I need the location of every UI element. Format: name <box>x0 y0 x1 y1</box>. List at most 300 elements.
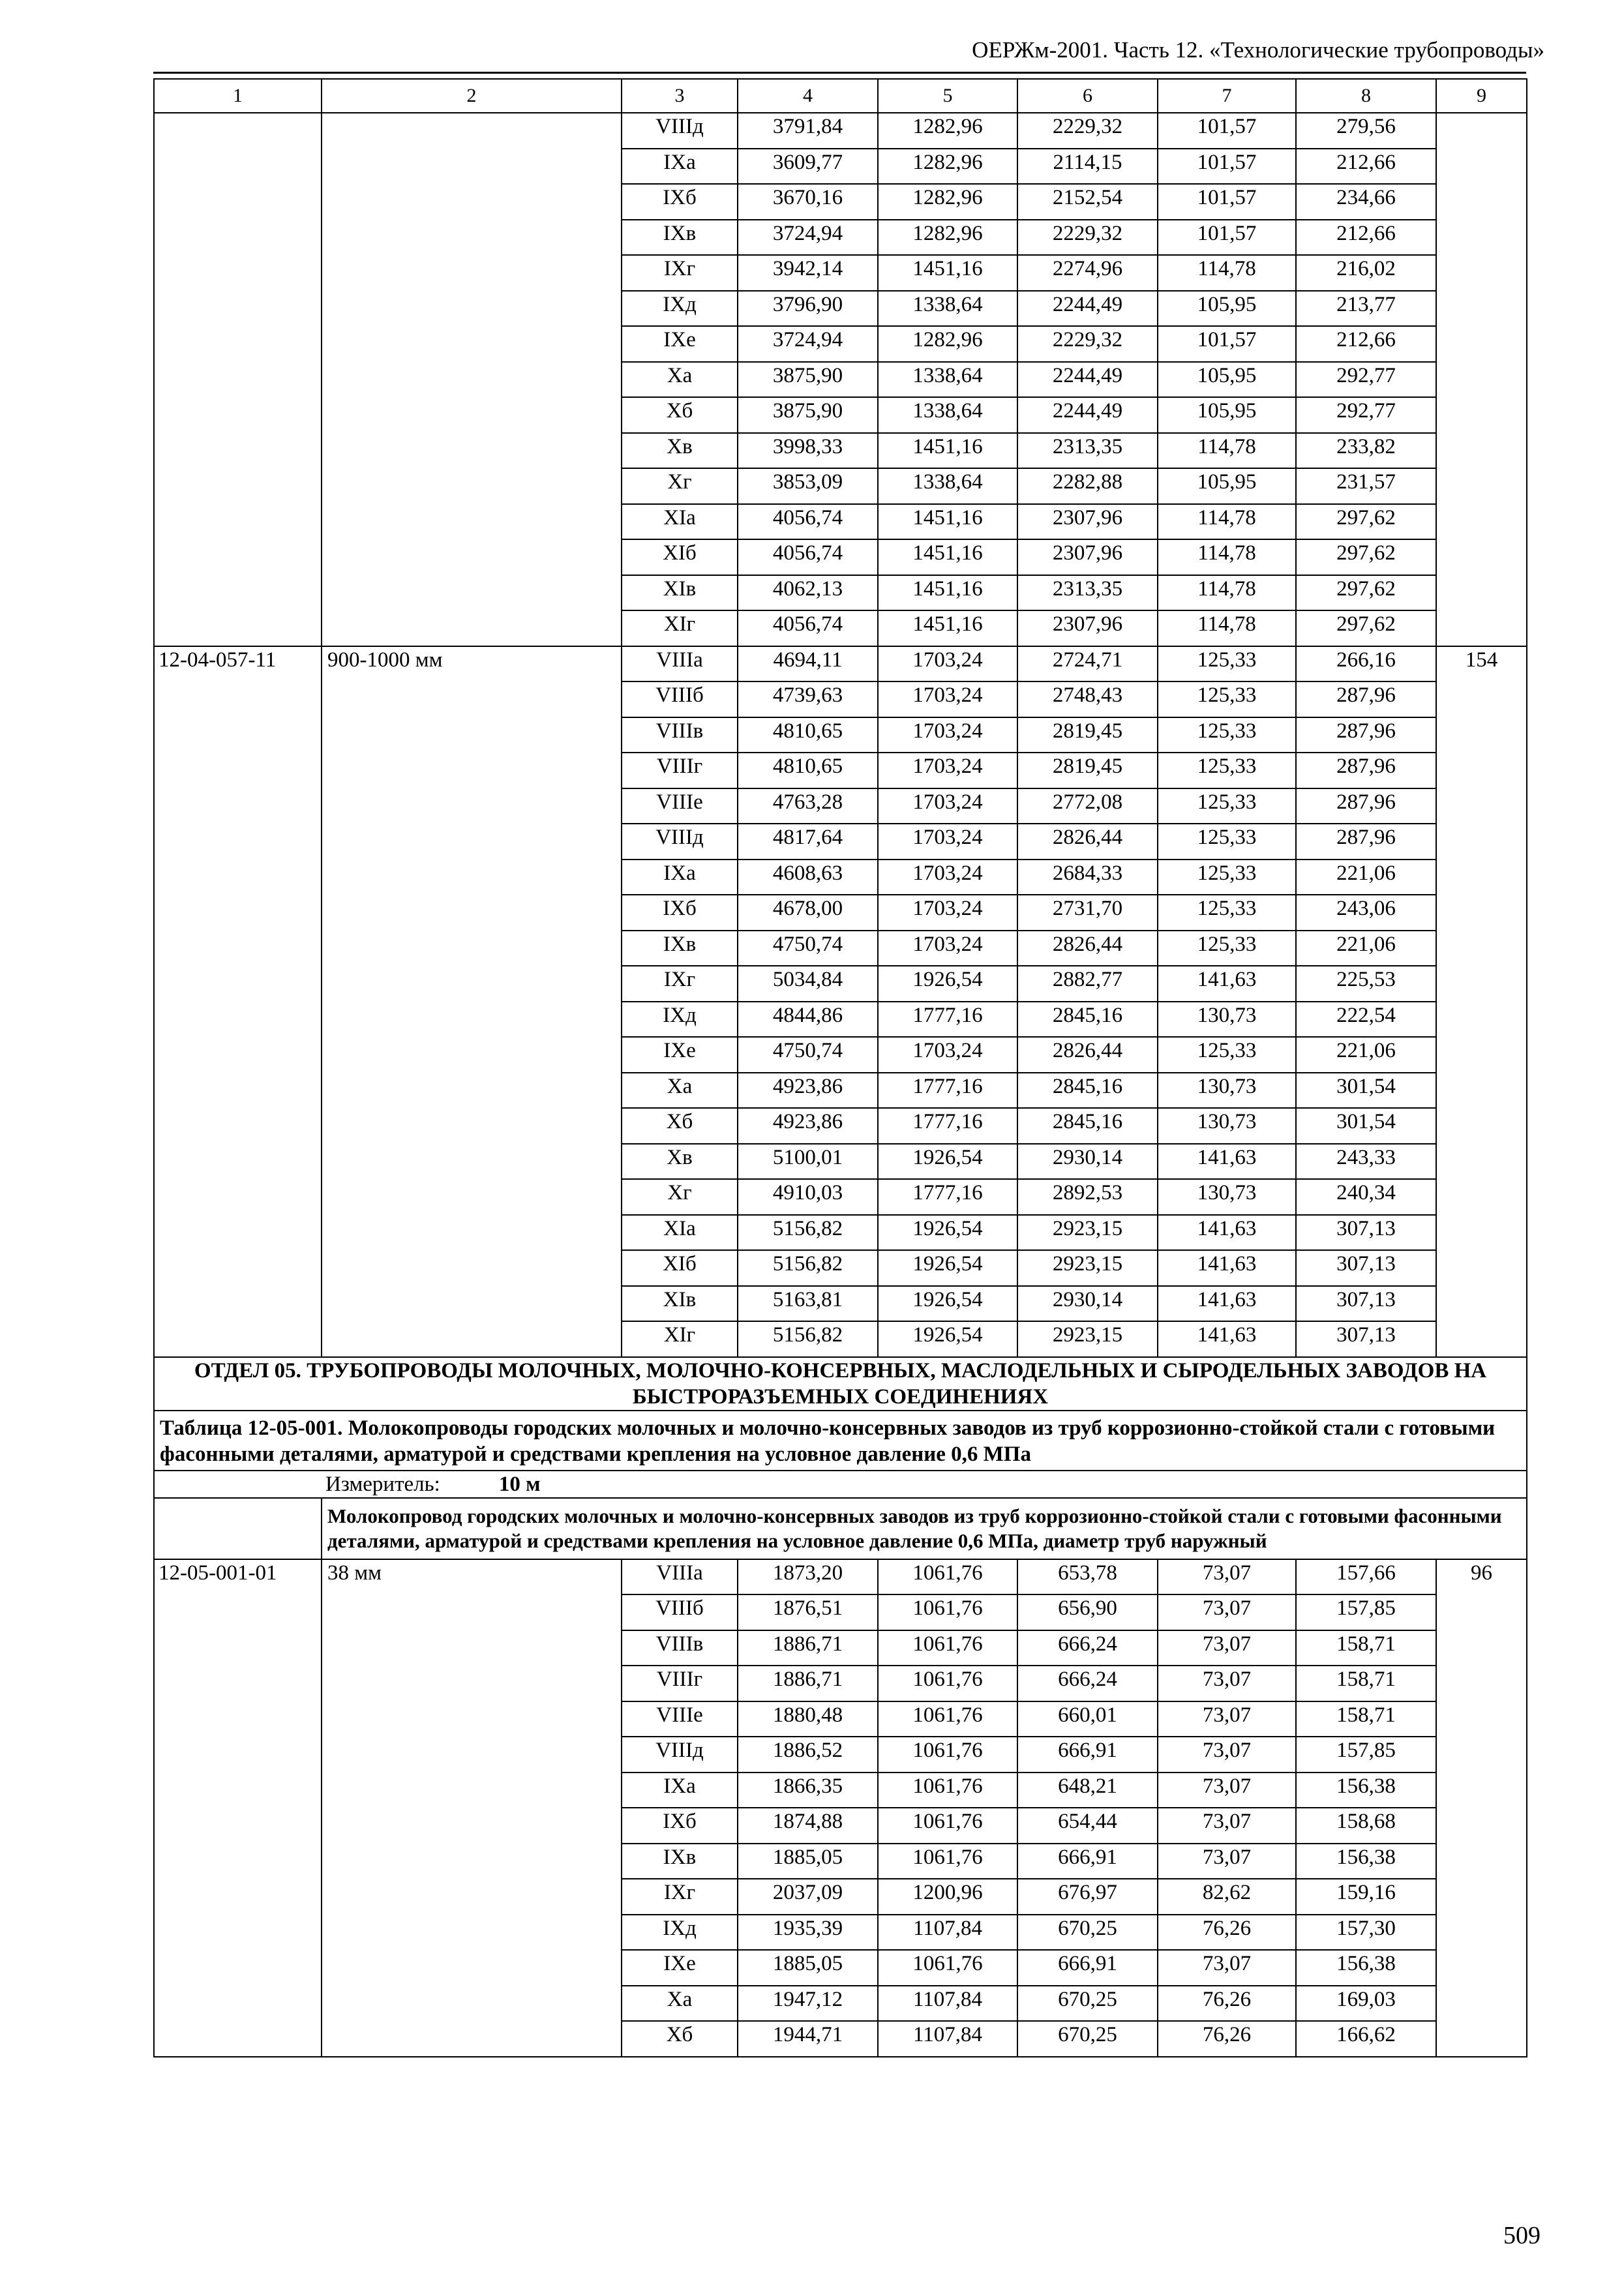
total-cost-cell: 4056,74 <box>738 539 878 575</box>
materials-cost-cell: 212,66 <box>1296 220 1436 256</box>
machine-cost-cell: 2845,16 <box>1017 1002 1158 1038</box>
materials-cost-cell: 307,13 <box>1296 1286 1436 1322</box>
materials-cost-cell: 213,77 <box>1296 291 1436 327</box>
operator-wage-cell: 125,33 <box>1158 895 1296 931</box>
materials-cost-cell: 158,68 <box>1296 1808 1436 1844</box>
labor-cost-cell: 1926,54 <box>878 1215 1017 1251</box>
operator-wage-cell: 101,57 <box>1158 220 1296 256</box>
operator-wage-cell: 114,78 <box>1158 433 1296 469</box>
operator-wage-cell: 114,78 <box>1158 539 1296 575</box>
materials-cost-cell: 159,16 <box>1296 1879 1436 1915</box>
labor-cost-cell: 1777,16 <box>878 1179 1017 1215</box>
operator-wage-cell: 125,33 <box>1158 931 1296 966</box>
variant-cell: VIIIб <box>622 681 738 717</box>
total-cost-cell: 5100,01 <box>738 1144 878 1180</box>
materials-cost-cell: 222,54 <box>1296 1002 1436 1038</box>
machine-cost-cell: 2772,08 <box>1017 788 1158 824</box>
total-cost-cell: 4750,74 <box>738 931 878 966</box>
labor-cost-cell: 1061,76 <box>878 1773 1017 1808</box>
variant-cell: IXв <box>622 931 738 966</box>
total-cost-cell: 4062,13 <box>738 575 878 611</box>
operator-wage-cell: 114,78 <box>1158 504 1296 540</box>
variant-cell: IXе <box>622 1037 738 1073</box>
machine-cost-cell: 2244,49 <box>1017 397 1158 433</box>
labor-cost-cell: 1107,84 <box>878 1986 1017 2022</box>
total-cost-cell: 3942,14 <box>738 255 878 291</box>
operator-wage-cell: 73,07 <box>1158 1594 1296 1630</box>
materials-cost-cell: 234,66 <box>1296 184 1436 220</box>
column-number: 3 <box>622 79 738 113</box>
labor-cost-cell: 1926,54 <box>878 1250 1017 1286</box>
total-cost-cell: 3875,90 <box>738 397 878 433</box>
running-header: ОЕРЖм-2001. Часть 12. «Технологические трубопроводы» <box>972 37 1544 63</box>
labor-cost-cell: 1703,24 <box>878 646 1017 682</box>
code-cell: 12-04-057-11 <box>154 646 322 1357</box>
materials-cost-cell: 287,96 <box>1296 717 1436 753</box>
materials-cost-cell: 158,71 <box>1296 1666 1436 1701</box>
labor-cost-cell: 1282,96 <box>878 149 1017 185</box>
total-cost-cell: 3853,09 <box>738 468 878 504</box>
operator-wage-cell: 73,07 <box>1158 1630 1296 1666</box>
labor-cost-cell: 1200,96 <box>878 1879 1017 1915</box>
machine-cost-cell: 2229,32 <box>1017 113 1158 149</box>
labor-cost-cell: 1061,76 <box>878 1630 1017 1666</box>
machine-cost-cell: 2826,44 <box>1017 1037 1158 1073</box>
total-cost-cell: 4750,74 <box>738 1037 878 1073</box>
materials-cost-cell: 292,77 <box>1296 397 1436 433</box>
operator-wage-cell: 125,33 <box>1158 860 1296 895</box>
labor-cost-cell: 1926,54 <box>878 1286 1017 1322</box>
operator-wage-cell: 125,33 <box>1158 1037 1296 1073</box>
total-cost-cell: 4923,86 <box>738 1073 878 1109</box>
machine-cost-cell: 2229,32 <box>1017 326 1158 362</box>
total-cost-cell: 1876,51 <box>738 1594 878 1630</box>
machine-cost-cell: 666,91 <box>1017 1844 1158 1879</box>
operator-wage-cell: 73,07 <box>1158 1666 1296 1701</box>
measure-cell <box>154 1471 1527 1498</box>
variant-cell: XIг <box>622 610 738 646</box>
machine-cost-cell: 2826,44 <box>1017 824 1158 860</box>
machine-cost-cell: 2882,77 <box>1017 966 1158 1002</box>
machine-cost-cell: 2114,15 <box>1017 149 1158 185</box>
operator-wage-cell: 73,07 <box>1158 1844 1296 1879</box>
materials-cost-cell: 301,54 <box>1296 1073 1436 1109</box>
variant-cell: IXа <box>622 860 738 895</box>
variant-cell: IXе <box>622 326 738 362</box>
diameter-cell: 38 мм <box>322 1559 622 2057</box>
materials-cost-cell: 231,57 <box>1296 468 1436 504</box>
machine-cost-cell: 2923,15 <box>1017 1321 1158 1357</box>
machine-cost-cell: 648,21 <box>1017 1773 1158 1808</box>
description-empty-cell <box>154 1498 322 1559</box>
operator-wage-cell: 125,33 <box>1158 824 1296 860</box>
variant-cell: IXа <box>622 1773 738 1808</box>
labor-cost-cell: 1061,76 <box>878 1594 1017 1630</box>
materials-cost-cell: 158,71 <box>1296 1701 1436 1737</box>
operator-wage-cell: 101,57 <box>1158 149 1296 185</box>
total-cost-cell: 1947,12 <box>738 1986 878 2022</box>
table-row <box>154 113 1527 149</box>
materials-cost-cell: 233,82 <box>1296 433 1436 469</box>
variant-cell: Xа <box>622 1986 738 2022</box>
labor-cost-cell: 1703,24 <box>878 753 1017 788</box>
labor-cost-cell: 1107,84 <box>878 2021 1017 2057</box>
labor-cost-cell: 1061,76 <box>878 1701 1017 1737</box>
materials-cost-cell: 243,33 <box>1296 1144 1436 1180</box>
rates-table <box>153 78 1527 2057</box>
machine-cost-cell: 676,97 <box>1017 1879 1158 1915</box>
materials-cost-cell: 156,38 <box>1296 1844 1436 1879</box>
materials-cost-cell: 157,85 <box>1296 1594 1436 1630</box>
description-text: Молокопровод городских молочных и молочно-консервных заводов из труб коррозионно-стойкой стали с готовыми фасонными деталями, арматурой и средствами крепления на условное давление 0,6 МПа, диаметр труб наружный <box>322 1498 1527 1559</box>
labor-cost-cell: 1703,24 <box>878 931 1017 966</box>
variant-cell: Xб <box>622 2021 738 2057</box>
total-cost-cell: 4608,63 <box>738 860 878 895</box>
operator-wage-cell: 130,73 <box>1158 1073 1296 1109</box>
operator-wage-cell: 76,26 <box>1158 1986 1296 2022</box>
section-title: ОТДЕЛ 05. ТРУБОПРОВОДЫ МОЛОЧНЫХ, МОЛОЧНО-КОНСЕРВНЫХ, МАСЛОДЕЛЬНЫХ И СЫРОДЕЛЬНЫХ ЗАВОДОВ НА БЫСТРОРАЗЪЕМНЫХ СОЕДИНЕНИЯХ <box>154 1357 1527 1411</box>
operator-wage-cell: 73,07 <box>1158 1559 1296 1595</box>
total-cost-cell: 4810,65 <box>738 717 878 753</box>
machine-cost-cell: 2930,14 <box>1017 1144 1158 1180</box>
machine-cost-cell: 666,24 <box>1017 1630 1158 1666</box>
labor-cost-cell: 1451,16 <box>878 504 1017 540</box>
total-cost-cell: 4923,86 <box>738 1108 878 1144</box>
materials-cost-cell: 287,96 <box>1296 753 1436 788</box>
variant-cell: VIIIе <box>622 788 738 824</box>
total-cost-cell: 3796,90 <box>738 291 878 327</box>
total-cost-cell: 4056,74 <box>738 610 878 646</box>
total-cost-cell: 4694,11 <box>738 646 878 682</box>
column-9-cell <box>1436 113 1527 646</box>
variant-cell: IXа <box>622 149 738 185</box>
operator-wage-cell: 105,95 <box>1158 291 1296 327</box>
operator-wage-cell: 105,95 <box>1158 468 1296 504</box>
total-cost-cell: 1944,71 <box>738 2021 878 2057</box>
machine-cost-cell: 666,24 <box>1017 1666 1158 1701</box>
total-cost-cell: 1885,05 <box>738 1844 878 1879</box>
variant-cell: VIIIв <box>622 1630 738 1666</box>
machine-cost-cell: 2274,96 <box>1017 255 1158 291</box>
labor-cost-cell: 1282,96 <box>878 220 1017 256</box>
column-9-cell: 154 <box>1436 646 1527 1357</box>
operator-wage-cell: 141,63 <box>1158 1250 1296 1286</box>
operator-wage-cell: 114,78 <box>1158 575 1296 611</box>
variant-cell: XIб <box>622 539 738 575</box>
variant-cell: Xб <box>622 1108 738 1144</box>
operator-wage-cell: 105,95 <box>1158 362 1296 398</box>
operator-wage-cell: 76,26 <box>1158 1915 1296 1951</box>
operator-wage-cell: 73,07 <box>1158 1773 1296 1808</box>
machine-cost-cell: 2923,15 <box>1017 1215 1158 1251</box>
variant-cell: Xа <box>622 1073 738 1109</box>
table-row <box>154 646 1527 682</box>
machine-cost-cell: 670,25 <box>1017 1915 1158 1951</box>
operator-wage-cell: 73,07 <box>1158 1701 1296 1737</box>
materials-cost-cell: 287,96 <box>1296 681 1436 717</box>
total-cost-cell: 1866,35 <box>738 1773 878 1808</box>
materials-cost-cell: 243,06 <box>1296 895 1436 931</box>
labor-cost-cell: 1777,16 <box>878 1002 1017 1038</box>
machine-cost-cell: 2313,35 <box>1017 433 1158 469</box>
labor-cost-cell: 1926,54 <box>878 966 1017 1002</box>
labor-cost-cell: 1061,76 <box>878 1737 1017 1773</box>
total-cost-cell: 3670,16 <box>738 184 878 220</box>
labor-cost-cell: 1282,96 <box>878 113 1017 149</box>
labor-cost-cell: 1451,16 <box>878 575 1017 611</box>
materials-cost-cell: 221,06 <box>1296 931 1436 966</box>
operator-wage-cell: 130,73 <box>1158 1179 1296 1215</box>
variant-cell: XIв <box>622 575 738 611</box>
materials-cost-cell: 166,62 <box>1296 2021 1436 2057</box>
labor-cost-cell: 1061,76 <box>878 1950 1017 1986</box>
total-cost-cell: 5156,82 <box>738 1250 878 1286</box>
materials-cost-cell: 297,62 <box>1296 610 1436 646</box>
materials-cost-cell: 266,16 <box>1296 646 1436 682</box>
variant-cell: VIIIа <box>622 646 738 682</box>
operator-wage-cell: 101,57 <box>1158 184 1296 220</box>
variant-cell: IXб <box>622 895 738 931</box>
machine-cost-cell: 666,91 <box>1017 1737 1158 1773</box>
materials-cost-cell: 292,77 <box>1296 362 1436 398</box>
materials-cost-cell: 157,30 <box>1296 1915 1436 1951</box>
machine-cost-cell: 670,25 <box>1017 1986 1158 2022</box>
variant-cell: IXе <box>622 1950 738 1986</box>
variant-cell: IXб <box>622 184 738 220</box>
labor-cost-cell: 1703,24 <box>878 681 1017 717</box>
header-divider <box>153 72 1526 74</box>
group-12-04-057-11 <box>154 646 1527 1357</box>
total-cost-cell: 3791,84 <box>738 113 878 149</box>
materials-cost-cell: 158,71 <box>1296 1630 1436 1666</box>
labor-cost-cell: 1282,96 <box>878 184 1017 220</box>
labor-cost-cell: 1061,76 <box>878 1559 1017 1595</box>
materials-cost-cell: 169,03 <box>1296 1986 1436 2022</box>
labor-cost-cell: 1338,64 <box>878 291 1017 327</box>
diameter-cell: 900-1000 мм <box>322 646 622 1357</box>
column-number-row <box>154 79 1527 113</box>
materials-cost-cell: 297,62 <box>1296 575 1436 611</box>
operator-wage-cell: 114,78 <box>1158 610 1296 646</box>
machine-cost-cell: 2307,96 <box>1017 539 1158 575</box>
operator-wage-cell: 114,78 <box>1158 255 1296 291</box>
code-cell: 12-05-001-01 <box>154 1559 322 2057</box>
labor-cost-cell: 1451,16 <box>878 255 1017 291</box>
total-cost-cell: 4810,65 <box>738 753 878 788</box>
variant-cell: XIб <box>622 1250 738 1286</box>
table-row <box>154 1559 1527 1595</box>
total-cost-cell: 1873,20 <box>738 1559 878 1595</box>
page-number: 509 <box>1503 2222 1541 2249</box>
labor-cost-cell: 1777,16 <box>878 1108 1017 1144</box>
operator-wage-cell: 76,26 <box>1158 2021 1296 2057</box>
total-cost-cell: 1874,88 <box>738 1808 878 1844</box>
labor-cost-cell: 1107,84 <box>878 1915 1017 1951</box>
variant-cell: VIIIг <box>622 1666 738 1701</box>
total-cost-cell: 4056,74 <box>738 504 878 540</box>
machine-cost-cell: 2748,43 <box>1017 681 1158 717</box>
operator-wage-cell: 125,33 <box>1158 753 1296 788</box>
variant-cell: IXв <box>622 220 738 256</box>
materials-cost-cell: 287,96 <box>1296 788 1436 824</box>
total-cost-cell: 3724,94 <box>738 326 878 362</box>
materials-cost-cell: 307,13 <box>1296 1215 1436 1251</box>
operator-wage-cell: 141,63 <box>1158 966 1296 1002</box>
materials-cost-cell: 157,85 <box>1296 1737 1436 1773</box>
machine-cost-cell: 2313,35 <box>1017 575 1158 611</box>
labor-cost-cell: 1338,64 <box>878 362 1017 398</box>
code-cell <box>154 113 322 646</box>
variant-cell: Xг <box>622 468 738 504</box>
section-block <box>154 1357 1527 1559</box>
labor-cost-cell: 1703,24 <box>878 1037 1017 1073</box>
machine-cost-cell: 670,25 <box>1017 2021 1158 2057</box>
labor-cost-cell: 1451,16 <box>878 610 1017 646</box>
variant-cell: XIг <box>622 1321 738 1357</box>
machine-cost-cell: 2923,15 <box>1017 1250 1158 1286</box>
operator-wage-cell: 125,33 <box>1158 646 1296 682</box>
total-cost-cell: 3875,90 <box>738 362 878 398</box>
operator-wage-cell: 101,57 <box>1158 326 1296 362</box>
column-9-cell: 96 <box>1436 1559 1527 2057</box>
labor-cost-cell: 1061,76 <box>878 1844 1017 1879</box>
machine-cost-cell: 2826,44 <box>1017 931 1158 966</box>
operator-wage-cell: 105,95 <box>1158 397 1296 433</box>
section-row <box>154 1357 1527 1411</box>
total-cost-cell: 4739,63 <box>738 681 878 717</box>
column-number: 6 <box>1017 79 1158 113</box>
machine-cost-cell: 2845,16 <box>1017 1073 1158 1109</box>
labor-cost-cell: 1451,16 <box>878 433 1017 469</box>
total-cost-cell: 3724,94 <box>738 220 878 256</box>
variant-cell: Xг <box>622 1179 738 1215</box>
materials-cost-cell: 297,62 <box>1296 504 1436 540</box>
machine-cost-cell: 2724,71 <box>1017 646 1158 682</box>
labor-cost-cell: 1926,54 <box>878 1321 1017 1357</box>
machine-cost-cell: 2845,16 <box>1017 1108 1158 1144</box>
materials-cost-cell: 156,38 <box>1296 1773 1436 1808</box>
total-cost-cell: 1886,71 <box>738 1630 878 1666</box>
variant-cell: IXг <box>622 1879 738 1915</box>
total-cost-cell: 2037,09 <box>738 1879 878 1915</box>
operator-wage-cell: 101,57 <box>1158 113 1296 149</box>
total-cost-cell: 4678,00 <box>738 895 878 931</box>
materials-cost-cell: 297,62 <box>1296 539 1436 575</box>
variant-cell: IXб <box>622 1808 738 1844</box>
labor-cost-cell: 1338,64 <box>878 397 1017 433</box>
variant-cell: IXд <box>622 291 738 327</box>
column-number: 5 <box>878 79 1017 113</box>
group-12-05-001-01 <box>154 1559 1527 2057</box>
operator-wage-cell: 141,63 <box>1158 1215 1296 1251</box>
total-cost-cell: 1935,39 <box>738 1915 878 1951</box>
column-number: 1 <box>154 79 322 113</box>
diameter-cell <box>322 113 622 646</box>
operator-wage-cell: 73,07 <box>1158 1737 1296 1773</box>
labor-cost-cell: 1703,24 <box>878 788 1017 824</box>
materials-cost-cell: 221,06 <box>1296 1037 1436 1073</box>
total-cost-cell: 4844,86 <box>738 1002 878 1038</box>
table-title: Таблица 12-05-001. Молокопроводы городских молочных и молочно-консервных заводов из труб коррозионно-стойкой стали с готовыми фасонными деталями, арматурой и средствами крепления на условное давление 0,6 МПа <box>154 1411 1527 1471</box>
materials-cost-cell: 221,06 <box>1296 860 1436 895</box>
machine-cost-cell: 660,01 <box>1017 1701 1158 1737</box>
labor-cost-cell: 1451,16 <box>878 539 1017 575</box>
variant-cell: VIIIе <box>622 1701 738 1737</box>
materials-cost-cell: 212,66 <box>1296 326 1436 362</box>
materials-cost-cell: 301,54 <box>1296 1108 1436 1144</box>
machine-cost-cell: 653,78 <box>1017 1559 1158 1595</box>
variant-cell: IXв <box>622 1844 738 1879</box>
materials-cost-cell: 225,53 <box>1296 966 1436 1002</box>
machine-cost-cell: 656,90 <box>1017 1594 1158 1630</box>
machine-cost-cell: 2307,96 <box>1017 504 1158 540</box>
labor-cost-cell: 1777,16 <box>878 1073 1017 1109</box>
total-cost-cell: 4763,28 <box>738 788 878 824</box>
materials-cost-cell: 287,96 <box>1296 824 1436 860</box>
machine-cost-cell: 2282,88 <box>1017 468 1158 504</box>
machine-cost-cell: 2684,33 <box>1017 860 1158 895</box>
variant-cell: IXд <box>622 1915 738 1951</box>
operator-wage-cell: 130,73 <box>1158 1108 1296 1144</box>
total-cost-cell: 4817,64 <box>738 824 878 860</box>
materials-cost-cell: 279,56 <box>1296 113 1436 149</box>
materials-cost-cell: 212,66 <box>1296 149 1436 185</box>
variant-cell: XIа <box>622 1215 738 1251</box>
column-number: 8 <box>1296 79 1436 113</box>
measure-label: Измеритель: <box>325 1472 440 1496</box>
labor-cost-cell: 1703,24 <box>878 717 1017 753</box>
labor-cost-cell: 1703,24 <box>878 895 1017 931</box>
variant-cell: VIIIа <box>622 1559 738 1595</box>
variant-cell: VIIIд <box>622 113 738 149</box>
variant-cell: XIв <box>622 1286 738 1322</box>
operator-wage-cell: 125,33 <box>1158 681 1296 717</box>
machine-cost-cell: 2819,45 <box>1017 753 1158 788</box>
variant-cell: VIIIд <box>622 824 738 860</box>
variant-cell: XIа <box>622 504 738 540</box>
labor-cost-cell: 1703,24 <box>878 824 1017 860</box>
total-cost-cell: 3609,77 <box>738 149 878 185</box>
variant-cell: VIIIг <box>622 753 738 788</box>
materials-cost-cell: 240,34 <box>1296 1179 1436 1215</box>
total-cost-cell: 1886,71 <box>738 1666 878 1701</box>
operator-wage-cell: 141,63 <box>1158 1286 1296 1322</box>
total-cost-cell: 5034,84 <box>738 966 878 1002</box>
labor-cost-cell: 1061,76 <box>878 1808 1017 1844</box>
materials-cost-cell: 216,02 <box>1296 255 1436 291</box>
variant-cell: IXг <box>622 966 738 1002</box>
machine-cost-cell: 2244,49 <box>1017 362 1158 398</box>
operator-wage-cell: 141,63 <box>1158 1144 1296 1180</box>
total-cost-cell: 1885,05 <box>738 1950 878 1986</box>
column-number: 2 <box>322 79 622 113</box>
machine-cost-cell: 666,91 <box>1017 1950 1158 1986</box>
labor-cost-cell: 1338,64 <box>878 468 1017 504</box>
total-cost-cell: 1880,48 <box>738 1701 878 1737</box>
machine-cost-cell: 2307,96 <box>1017 610 1158 646</box>
variant-cell: IXд <box>622 1002 738 1038</box>
table-title-row <box>154 1411 1527 1471</box>
machine-cost-cell: 654,44 <box>1017 1808 1158 1844</box>
total-cost-cell: 5156,82 <box>738 1321 878 1357</box>
variant-cell: VIIIв <box>622 717 738 753</box>
total-cost-cell: 1886,52 <box>738 1737 878 1773</box>
total-cost-cell: 5156,82 <box>738 1215 878 1251</box>
machine-cost-cell: 2819,45 <box>1017 717 1158 753</box>
column-number: 4 <box>738 79 878 113</box>
operator-wage-cell: 73,07 <box>1158 1950 1296 1986</box>
materials-cost-cell: 307,13 <box>1296 1250 1436 1286</box>
